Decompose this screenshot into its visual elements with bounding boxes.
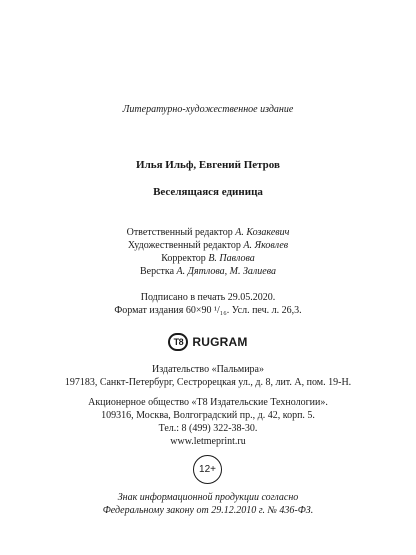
- credit-role: Художественный редактор: [127, 240, 241, 251]
- t8-logo-icon: T8: [168, 333, 188, 351]
- publisher-address: 197183, Санкт-Петербург, Сестрорецкая ул., д. 8, лит. А, пом. 19-Н.: [64, 377, 352, 388]
- notice-line: Знак информационной продукции согласно: [117, 492, 299, 503]
- signed-to-print: Подписано в печать 29.05.2020.: [140, 292, 276, 303]
- credit-line: [0, 266, 416, 278]
- credit-role: Корректор: [161, 253, 206, 264]
- publisher-name: Издательство «Пальмира»: [152, 364, 264, 375]
- company-phone: Тел.: 8 (499) 322-38-30.: [158, 423, 258, 434]
- logo-wordmark: RUGRAM: [192, 335, 248, 349]
- t8-rugram-logo: [0, 333, 416, 351]
- credit-name: А. Яковлев: [243, 240, 289, 251]
- credit-role: Верстка: [139, 266, 175, 277]
- credit-name: А. Козакевич: [235, 227, 290, 238]
- edition-type: Литературно-художественное издание: [122, 104, 294, 115]
- credit-line: [0, 240, 416, 252]
- credit-role: Ответственный редактор: [126, 227, 233, 238]
- credit-name: В. Павлова: [208, 253, 255, 264]
- book-title: Веселящаяся единица: [153, 186, 263, 198]
- credit-line: [0, 253, 416, 265]
- company-website: www.letmeprint.ru: [170, 436, 246, 447]
- company-address: 109316, Москва, Волгоградский пр., д. 42, корп. 5.: [101, 410, 315, 421]
- age-rating-badge: 12+: [193, 455, 222, 484]
- print-format: Формат издания 60×90 ¹/₁₆. Усл. печ. л. 26,3.: [114, 305, 302, 316]
- credit-name: А. Дятлова, М. Залиева: [176, 266, 276, 277]
- authors: Илья Ильф, Евгений Петров: [136, 159, 280, 171]
- notice-line: Федеральному закону от 29.12.2010 г. № 436-ФЗ.: [102, 505, 314, 516]
- company-name: Акционерное общество «Т8 Издательские Технологии».: [88, 397, 328, 408]
- credit-line: [0, 227, 416, 239]
